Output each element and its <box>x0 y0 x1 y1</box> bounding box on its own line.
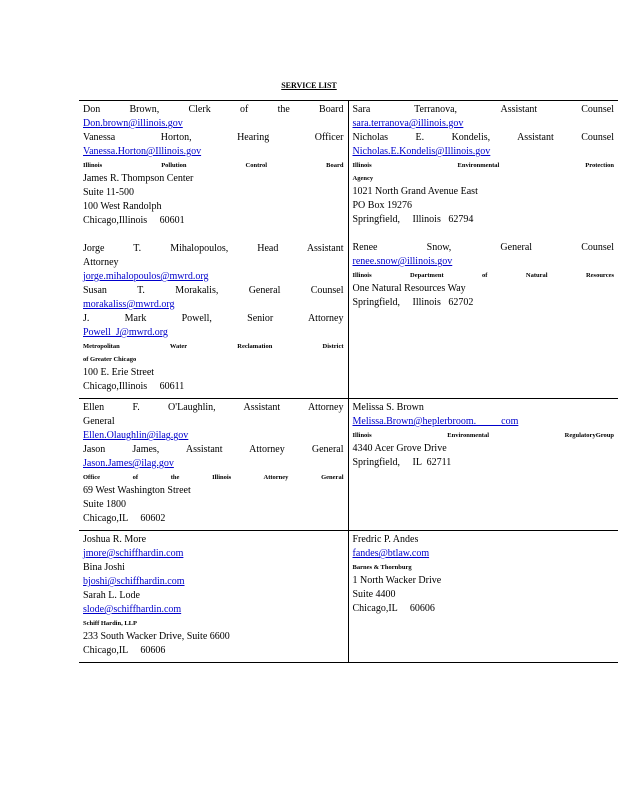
email-link[interactable]: Powell_J@mwrd.org <box>83 327 168 338</box>
table-cell <box>349 531 618 662</box>
email-link[interactable]: sara.terranova@illinois.gov <box>352 118 464 129</box>
organization-name: Agency <box>352 175 374 182</box>
address-line: Suite 1800 <box>83 499 127 510</box>
contact-name: Fredric P. Andes <box>352 534 419 545</box>
organization-name: Illinois Environmental RegulatoryGroup <box>352 432 614 439</box>
contact-name: Attorney <box>83 257 119 268</box>
email-link[interactable]: Don.brown@illinois.gov <box>83 118 183 129</box>
contact-name: Susan T. Morakalis, General Counsel <box>83 285 344 296</box>
contact-name: Melissa S. Brown <box>352 402 424 413</box>
organization-name: of Greater Chicago <box>83 356 137 363</box>
address-line: 100 West Randolph <box>83 201 162 212</box>
email-link[interactable]: bjoshi@schiffhardin.com <box>83 576 185 587</box>
address-line: 1 North Wacker Drive <box>352 575 442 586</box>
table-cell <box>79 399 349 530</box>
table-cell <box>79 101 349 398</box>
table-row <box>79 101 618 399</box>
organization-name: Illinois Department of Natural Resources <box>352 272 614 279</box>
address-line: Suite 11-500 <box>83 187 135 198</box>
address-line: Springfield, Illinois 62794 <box>352 214 474 225</box>
contact-name: J. Mark Powell, Senior Attorney <box>83 313 344 324</box>
address-line: Chicago,IL 60606 <box>83 645 166 656</box>
address-line: One Natural Resources Way <box>352 283 466 294</box>
address-line: Chicago,IL 60602 <box>83 513 166 524</box>
address-line: 4340 Acer Grove Drive <box>352 443 447 454</box>
email-link[interactable]: Nicholas.E.Kondelis@Illinois.gov <box>352 146 491 157</box>
contact-name: Renee Snow, General Counsel <box>352 242 614 253</box>
address-line: 233 South Wacker Drive, Suite 6600 <box>83 631 230 642</box>
table-cell <box>349 101 618 398</box>
email-link[interactable]: jorge.mihalopoulos@mwrd.org <box>83 271 209 282</box>
contact-name: Don Brown, Clerk of the Board <box>83 104 344 115</box>
address-line: Chicago,IL 60606 <box>352 603 435 614</box>
address-line: James R. Thompson Center <box>83 173 194 184</box>
organization-name: Office of the Illinois Attorney General <box>83 474 344 481</box>
address-line: Springfield, Illinois 62702 <box>352 297 474 308</box>
organization-name: Metropolitan Water Reclamation District <box>83 343 344 350</box>
email-link[interactable]: Ellen.Olaughlin@ilag.gov <box>83 430 189 441</box>
contact-name: Joshua R. More <box>83 534 147 545</box>
email-link[interactable]: Jason.James@ilag.gov <box>83 458 174 469</box>
address-line: 1021 North Grand Avenue East <box>352 186 478 197</box>
table-cell <box>349 399 618 530</box>
email-link[interactable]: Melissa.Brown@heplerbroom. com <box>352 416 519 427</box>
address-line: Springfield, IL 62711 <box>352 457 452 468</box>
contact-name: Ellen F. O'Laughlin, Assistant Attorney <box>83 402 344 413</box>
contact-name: General <box>83 416 115 427</box>
address-line: 69 West Washington Street <box>83 485 191 496</box>
email-link[interactable]: slode@schiffhardin.com <box>83 604 182 615</box>
table-cell <box>79 531 349 662</box>
contact-name: Sarah L. Lode <box>83 590 140 601</box>
contact-name: Jason James, Assistant Attorney General <box>83 444 344 455</box>
address-line: Chicago,Illinois 60611 <box>83 381 185 392</box>
email-link[interactable]: renee.snow@illinois.gov <box>352 256 453 267</box>
contact-name: Nicholas E. Kondelis, Assistant Counsel <box>352 132 614 143</box>
address-line: PO Box 19276 <box>352 200 412 211</box>
organization-name: Schiff Hardin, LLP <box>83 620 137 627</box>
organization-name: Barnes & Thornburg <box>352 564 412 571</box>
organization-name: Illinois Pollution Control Board <box>83 162 344 169</box>
address-line: Suite 4400 <box>352 589 396 600</box>
address-line: Chicago,Illinois 60601 <box>83 215 185 226</box>
contact-name: Vanessa Horton, Hearing Officer <box>83 132 344 143</box>
email-link[interactable]: fandes@btlaw.com <box>352 548 430 559</box>
address-line: 100 E. Erie Street <box>83 367 155 378</box>
email-link[interactable]: morakaliss@mwrd.org <box>83 299 175 310</box>
email-link[interactable]: jmore@schiffhardin.com <box>83 548 184 559</box>
email-link[interactable]: Vanessa.Horton@Illinois.gov <box>83 146 202 157</box>
contact-name: Bina Joshi <box>83 562 125 573</box>
contact-name: Jorge T. Mihalopoulos, Head Assistant <box>83 243 344 254</box>
service-list-table <box>79 100 618 663</box>
organization-name: Illinois Environmental Protection <box>352 162 614 169</box>
page-title: SERVICE LIST <box>281 81 337 90</box>
table-row <box>79 531 618 663</box>
table-row <box>79 399 618 531</box>
contact-name: Sara Terranova, Assistant Counsel <box>352 104 614 115</box>
